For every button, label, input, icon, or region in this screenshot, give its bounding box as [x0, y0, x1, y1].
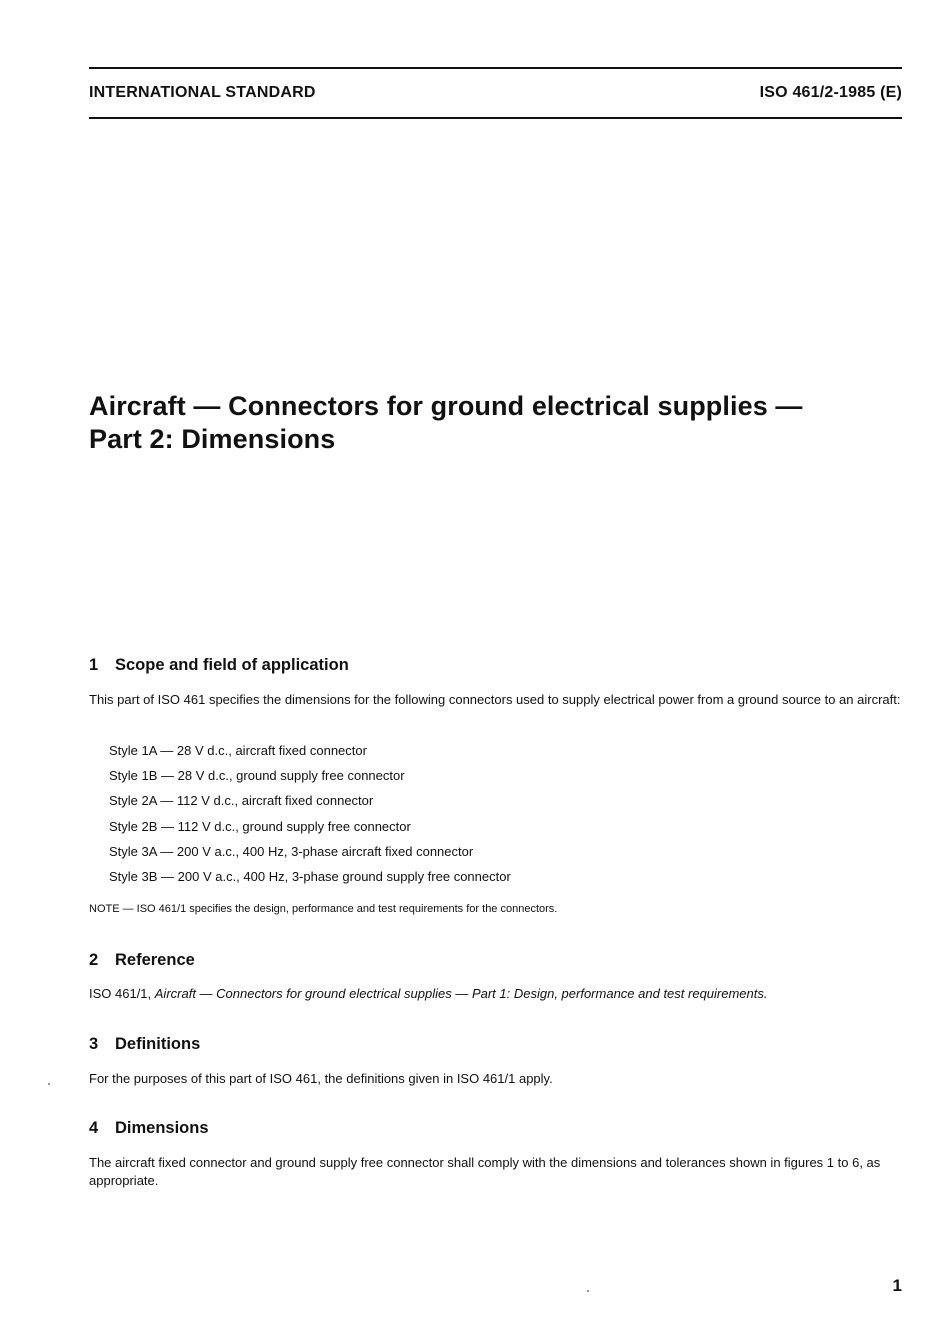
- list-item: Style 3B — 200 V a.c., 400 Hz, 3-phase ground supply free connector: [109, 868, 511, 884]
- list-item: Style 2B — 112 V d.c., ground supply free connector: [109, 818, 411, 834]
- title-line-1: Aircraft — Connectors for ground electrical supplies —: [89, 391, 803, 421]
- connector-style-list: [109, 742, 511, 893]
- section-number: 1: [89, 656, 99, 674]
- list-item: Style 1A — 28 V d.c., aircraft fixed connector: [109, 743, 367, 758]
- section-2-heading: [89, 951, 195, 970]
- list-item: Style 1B — 28 V d.c., ground supply free connector: [109, 768, 405, 784]
- section-3-text: For the purposes of this part of ISO 461, the definitions given in ISO 461/1 apply.: [89, 1071, 553, 1086]
- title-line-2: Part 2: Dimensions: [89, 424, 336, 454]
- section-number: 2: [89, 951, 99, 969]
- scan-speck: [48, 1083, 50, 1085]
- document-title: [89, 390, 909, 456]
- page-number: 1: [892, 1276, 902, 1295]
- section-title: Definitions: [115, 1035, 201, 1053]
- reference-citation: [89, 986, 768, 1001]
- scan-speck: [587, 1290, 589, 1292]
- section-3-heading: [89, 1035, 200, 1054]
- section-1-heading: [89, 656, 349, 675]
- section-number: 3: [89, 1035, 99, 1053]
- section-1-intro: This part of ISO 461 specifies the dimensions for the following connectors used to supply electrical power from a ground source to an aircraft:: [89, 692, 901, 707]
- document-type-label: INTERNATIONAL STANDARD: [89, 84, 316, 101]
- section-title: Reference: [115, 951, 195, 969]
- section-number: 4: [89, 1119, 99, 1137]
- header-bottom-rule: [89, 117, 902, 119]
- section-4-heading: [89, 1119, 209, 1138]
- list-item: Style 3A — 200 V a.c., 400 Hz, 3-phase aircraft fixed connector: [109, 843, 474, 859]
- header-top-rule: [89, 67, 902, 69]
- section-1-note: NOTE — ISO 461/1 specifies the design, performance and test requirements for the connectors.: [89, 903, 558, 915]
- section-4-text: The aircraft fixed connector and ground supply free connector shall comply with the dimensions and tolerances shown in figures 1 to 6, as appropriate.: [89, 1155, 881, 1188]
- section-title: Scope and field of application: [115, 656, 349, 674]
- reference-title: Aircraft — Connectors for ground electrical supplies — Part 1: Design, performance and test requirements.: [154, 986, 768, 1001]
- list-item: Style 2A — 112 V d.c., aircraft fixed connector: [109, 793, 374, 809]
- section-title: Dimensions: [115, 1119, 209, 1137]
- standard-number: ISO 461/2-1985 (E): [759, 84, 902, 101]
- reference-number: ISO 461/1,: [89, 986, 155, 1001]
